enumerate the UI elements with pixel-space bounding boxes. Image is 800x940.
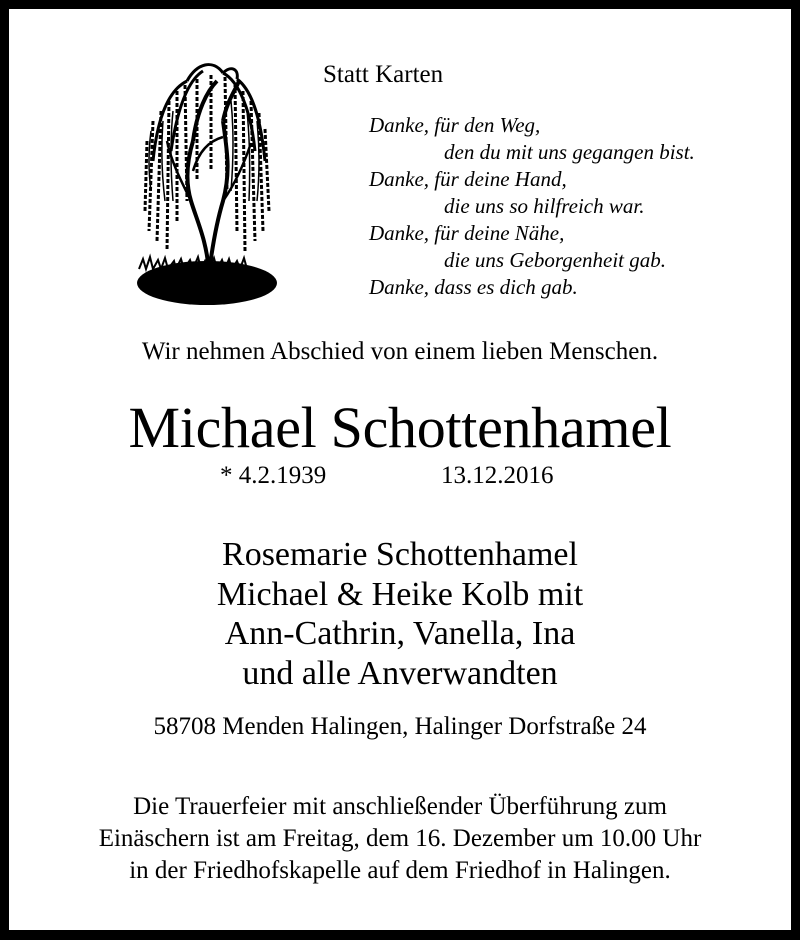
notice-line: Die Trauerfeier mit anschließender Überführung zum <box>133 793 667 820</box>
poem-line: den du mit uns gegangen bist. <box>444 140 695 164</box>
farewell-intro: Wir nehmen Abschied von einem lieben Menschen. <box>141 338 659 365</box>
death-date: 13.12.2016 <box>441 462 554 489</box>
weeping-willow-tree-icon <box>127 51 287 313</box>
poem-line: Danke, dass es dich gab. <box>369 275 578 299</box>
mourners-list <box>9 535 791 693</box>
mourner-line: und alle Anverwandten <box>242 654 558 692</box>
obituary-card <box>9 9 791 930</box>
funeral-notice <box>9 791 791 887</box>
mourner-line: Rosemarie Schottenhamel <box>222 536 578 573</box>
poem-line: die uns so hilfreich war. <box>444 194 645 218</box>
poem-line: Danke, für den Weg, <box>369 113 541 137</box>
poem-line: Danke, für deine Hand, <box>369 167 567 191</box>
deceased-name: Michael Schottenhamel <box>128 395 672 460</box>
mourner-line: Ann-Cathrin, Vanella, Ina <box>224 615 576 652</box>
notice-line: Einäschern ist am Freitag, dem 16. Dezember um 10.00 Uhr <box>98 825 702 852</box>
poem-line: die uns Geborgenheit gab. <box>444 248 667 272</box>
statt-karten-heading: Statt Karten <box>323 61 444 88</box>
address: 58708 Menden Halingen, Halinger Dorfstraße 24 <box>153 713 647 740</box>
notice-line: in der Friedhofskapelle auf dem Friedhof in Halingen. <box>129 857 671 884</box>
mourner-line: Michael & Heike Kolb mit <box>216 575 584 613</box>
poem-line: Danke, für deine Nähe, <box>369 221 565 245</box>
birth-date: * 4.2.1939 <box>220 462 327 489</box>
poem <box>369 112 695 301</box>
